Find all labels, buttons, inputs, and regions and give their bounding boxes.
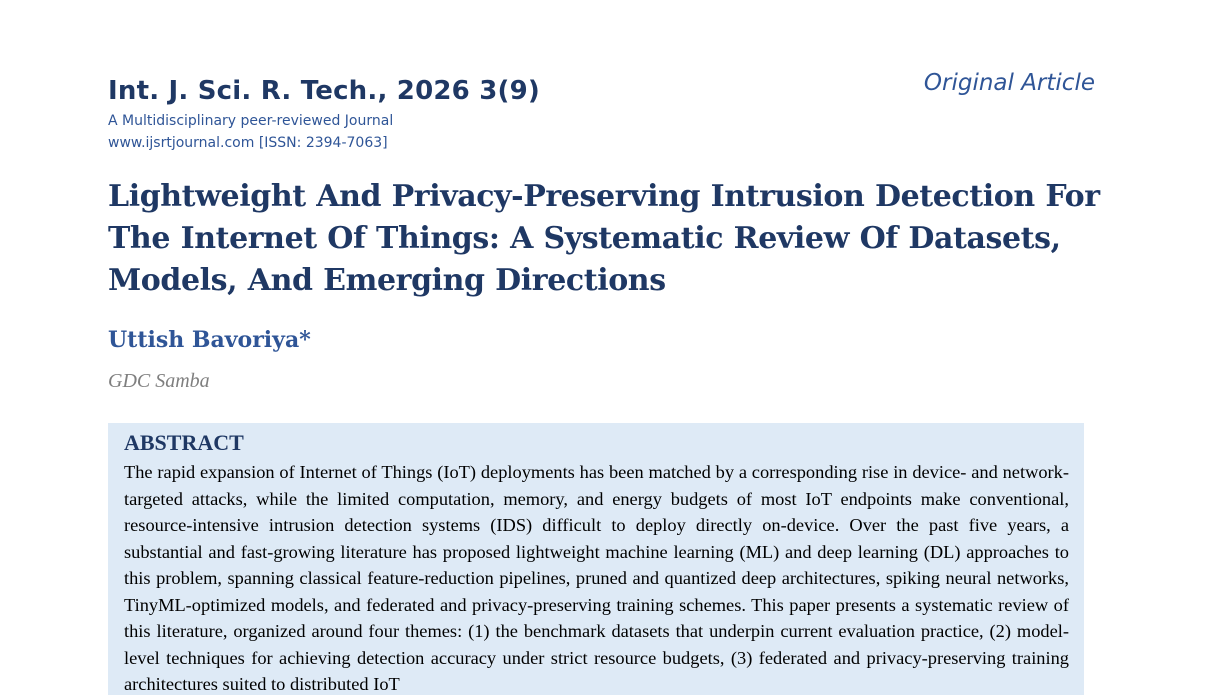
journal-subtitle: A Multidisciplinary peer-reviewed Journal (108, 113, 394, 129)
journal-header (108, 74, 540, 154)
abstract-text: The rapid expansion of Internet of Things (IoT) deployments has been matched by a corresponding rise in device- and network-targeted attacks, while the limited computation, memory, and energy budgets of most IoT endpoints make conventional, resource-intensive intrusion detection systems (IDS) difficult to deploy directly on-device. Over the past five years, a substantial and fast-growing literature has proposed lightweight machine learning (ML) and deep learning (DL) approaches to this problem, spanning classical feature-reduction pipelines, pruned and quantized deep architectures, spiking neural networks, TinyML-optimized models, and federated and privacy-preserving training schemes. This paper presents a systematic review of this literature, organized around four themes: (1) the benchmark datasets that underpin current evaluation practice, (2) model-level techniques for achieving detection accuracy under strict resource budgets, (3) federated and privacy-preserving training architectures suited to distributed IoT (124, 462, 1069, 694)
abstract-heading: ABSTRACT (124, 430, 244, 455)
abstract-box (108, 423, 1084, 695)
journal-website: www.ijsrtjournal.com [ISSN: 2394-7063] (108, 135, 388, 151)
author-affiliation: GDC Samba (108, 370, 210, 392)
author-name: Uttish Bavoriya* (108, 327, 311, 353)
paper-title: Lightweight And Privacy-Preserving Intrusion Detection For The Internet Of Things: A Systematic Review Of Datasets, Models, And Emerging Directions (108, 179, 1100, 298)
article-type-label: Original Article (923, 70, 1095, 96)
journal-title: Int. J. Sci. R. Tech., 2026 3(9) (108, 76, 540, 106)
